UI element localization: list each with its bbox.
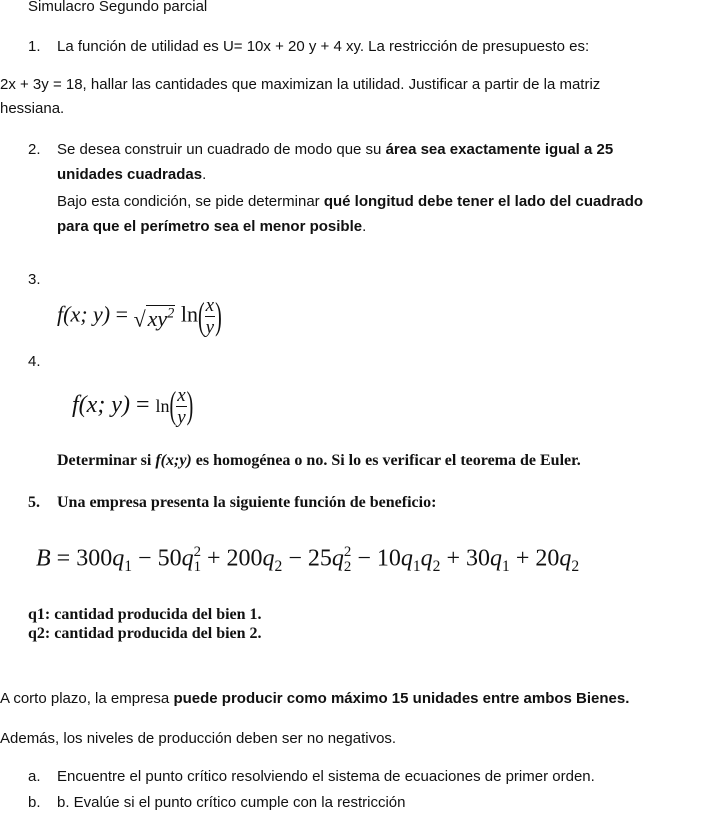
q5-number: 5.: [28, 494, 40, 511]
coefficient: 300: [76, 545, 113, 572]
q2-text: .: [362, 218, 367, 235]
q2-number: 2.: [28, 141, 41, 158]
q2-bold-text: qué longitud debe tener el lado del cuadrado: [323, 193, 644, 210]
subscript: 1: [502, 558, 510, 576]
coefficient: 30: [466, 545, 491, 572]
subscript: 1: [193, 558, 201, 575]
function-args: (x; y): [78, 392, 130, 418]
q1-line-2: 2x + 3y = 18, hallar las cantidades que maximizan la utilidad. Justificar a partir de la matriz: [0, 76, 601, 93]
q5-text: Una empresa presenta la siguiente función de beneficio:: [57, 494, 437, 511]
q2-line-1: [57, 141, 613, 158]
operator: −: [357, 545, 371, 572]
q1-line-1: La función de utilidad es U= 10x + 20 y + 4 xy. La restricción de presupuesto es:: [57, 38, 590, 55]
variable: q: [490, 545, 503, 572]
script-pair: [194, 545, 201, 575]
operator: +: [515, 545, 530, 572]
operator: +: [446, 545, 461, 572]
variable: q: [112, 545, 125, 572]
variable: q: [262, 545, 275, 572]
denominator: y: [177, 406, 186, 428]
coefficient: 50: [157, 545, 182, 572]
q1-number: 1.: [28, 38, 41, 55]
operator: −: [138, 545, 152, 572]
exponent: 2: [167, 306, 175, 322]
subscript: 2: [343, 558, 352, 575]
ln-operator: ln: [180, 301, 198, 327]
q2-text: Bajo esta condición, se pide determinar: [57, 193, 324, 210]
variable: q: [420, 545, 433, 572]
equals-sign: =: [115, 301, 129, 327]
q4-formula: f(x; y) = ln( $\frac{x}{y}$ ): [72, 384, 194, 428]
operator: +: [207, 545, 221, 572]
instruction-text: Determinar si: [57, 452, 156, 469]
q2-line-3: [57, 193, 643, 210]
variable: q: [331, 545, 344, 572]
ln-operator: ln: [155, 396, 170, 416]
instruction-text: es homogénea o no. Si lo es verificar el teorema de Euler.: [191, 452, 581, 469]
q2-bold-text: área sea exactamente igual a 25: [385, 141, 614, 158]
q2-text: .: [202, 166, 207, 183]
equals-sign: =: [135, 392, 150, 418]
numerator: x: [177, 384, 186, 406]
nonnegativity-text: Además, los niveles de producción deben ser no negativos.: [0, 730, 397, 747]
equals-sign: =: [56, 545, 71, 572]
function-symbol: f: [57, 301, 64, 327]
denominator: y: [205, 317, 215, 339]
item-a-label: a.: [28, 768, 41, 785]
function-args: (x; y): [63, 301, 111, 327]
variable: q: [181, 545, 194, 572]
constraint-bold: puede producir como máximo 15 unidades entre ambos Bienes.: [173, 690, 630, 707]
profit-symbol: B: [36, 545, 51, 572]
variable: q: [559, 545, 572, 572]
coefficient: 200: [226, 545, 263, 572]
coefficient: 20: [535, 545, 560, 572]
item-b-text: b. Evalúe si el punto crítico cumple con la restricción: [57, 794, 406, 811]
q2-bold-text: para que el perímetro sea el menor posible: [57, 218, 363, 235]
script-pair: [344, 545, 351, 575]
definition-q1: q1: cantidad producida del bien 1.: [28, 606, 262, 623]
subscript: 1: [412, 558, 421, 576]
fraction: [176, 386, 186, 427]
item-b-label: b.: [28, 794, 41, 811]
profit-formula: [36, 545, 579, 576]
subscript: 2: [571, 558, 580, 576]
fraction: [205, 296, 215, 337]
coefficient: 10: [376, 545, 401, 572]
coefficient: 25: [307, 545, 332, 572]
page-title: Simulacro Segundo parcial: [28, 0, 208, 15]
q2-line-2: [57, 166, 206, 183]
q4-number: 4.: [28, 353, 41, 370]
numerator: x: [205, 295, 215, 317]
q2-line-4: [57, 218, 366, 235]
q2-text: Se desea construir un cuadrado de modo que su: [57, 141, 386, 158]
superscript: 2: [193, 544, 201, 560]
constraint-plain: A corto plazo, la empresa: [0, 690, 174, 707]
item-a-text: Encuentre el punto crítico resolviendo el sistema de ecuaciones de primer orden.: [57, 768, 595, 785]
q1-line-3: hessiana.: [0, 100, 65, 117]
q2-bold-text: unidades cuadradas: [57, 166, 203, 183]
function-symbol: f: [72, 392, 79, 418]
function-reference: f(x;y): [155, 452, 192, 469]
square-root: $√xy^2$: [133, 306, 175, 332]
q3-number: 3.: [28, 271, 41, 288]
subscript: 1: [124, 558, 133, 576]
operator: −: [288, 545, 302, 572]
superscript: 2: [343, 544, 352, 560]
subscript: 2: [274, 558, 283, 576]
homogeneity-instruction: [57, 452, 581, 470]
subscript: 2: [432, 558, 441, 576]
radicand: xy: [147, 306, 168, 332]
q3-formula: f(x; $y) = √xy^2$ ln( $\frac{x}{y}$ ): [57, 290, 222, 343]
definition-q2: q2: cantidad producida del bien 2.: [28, 625, 262, 642]
variable: q: [400, 545, 413, 572]
constraint-text: [0, 690, 629, 707]
